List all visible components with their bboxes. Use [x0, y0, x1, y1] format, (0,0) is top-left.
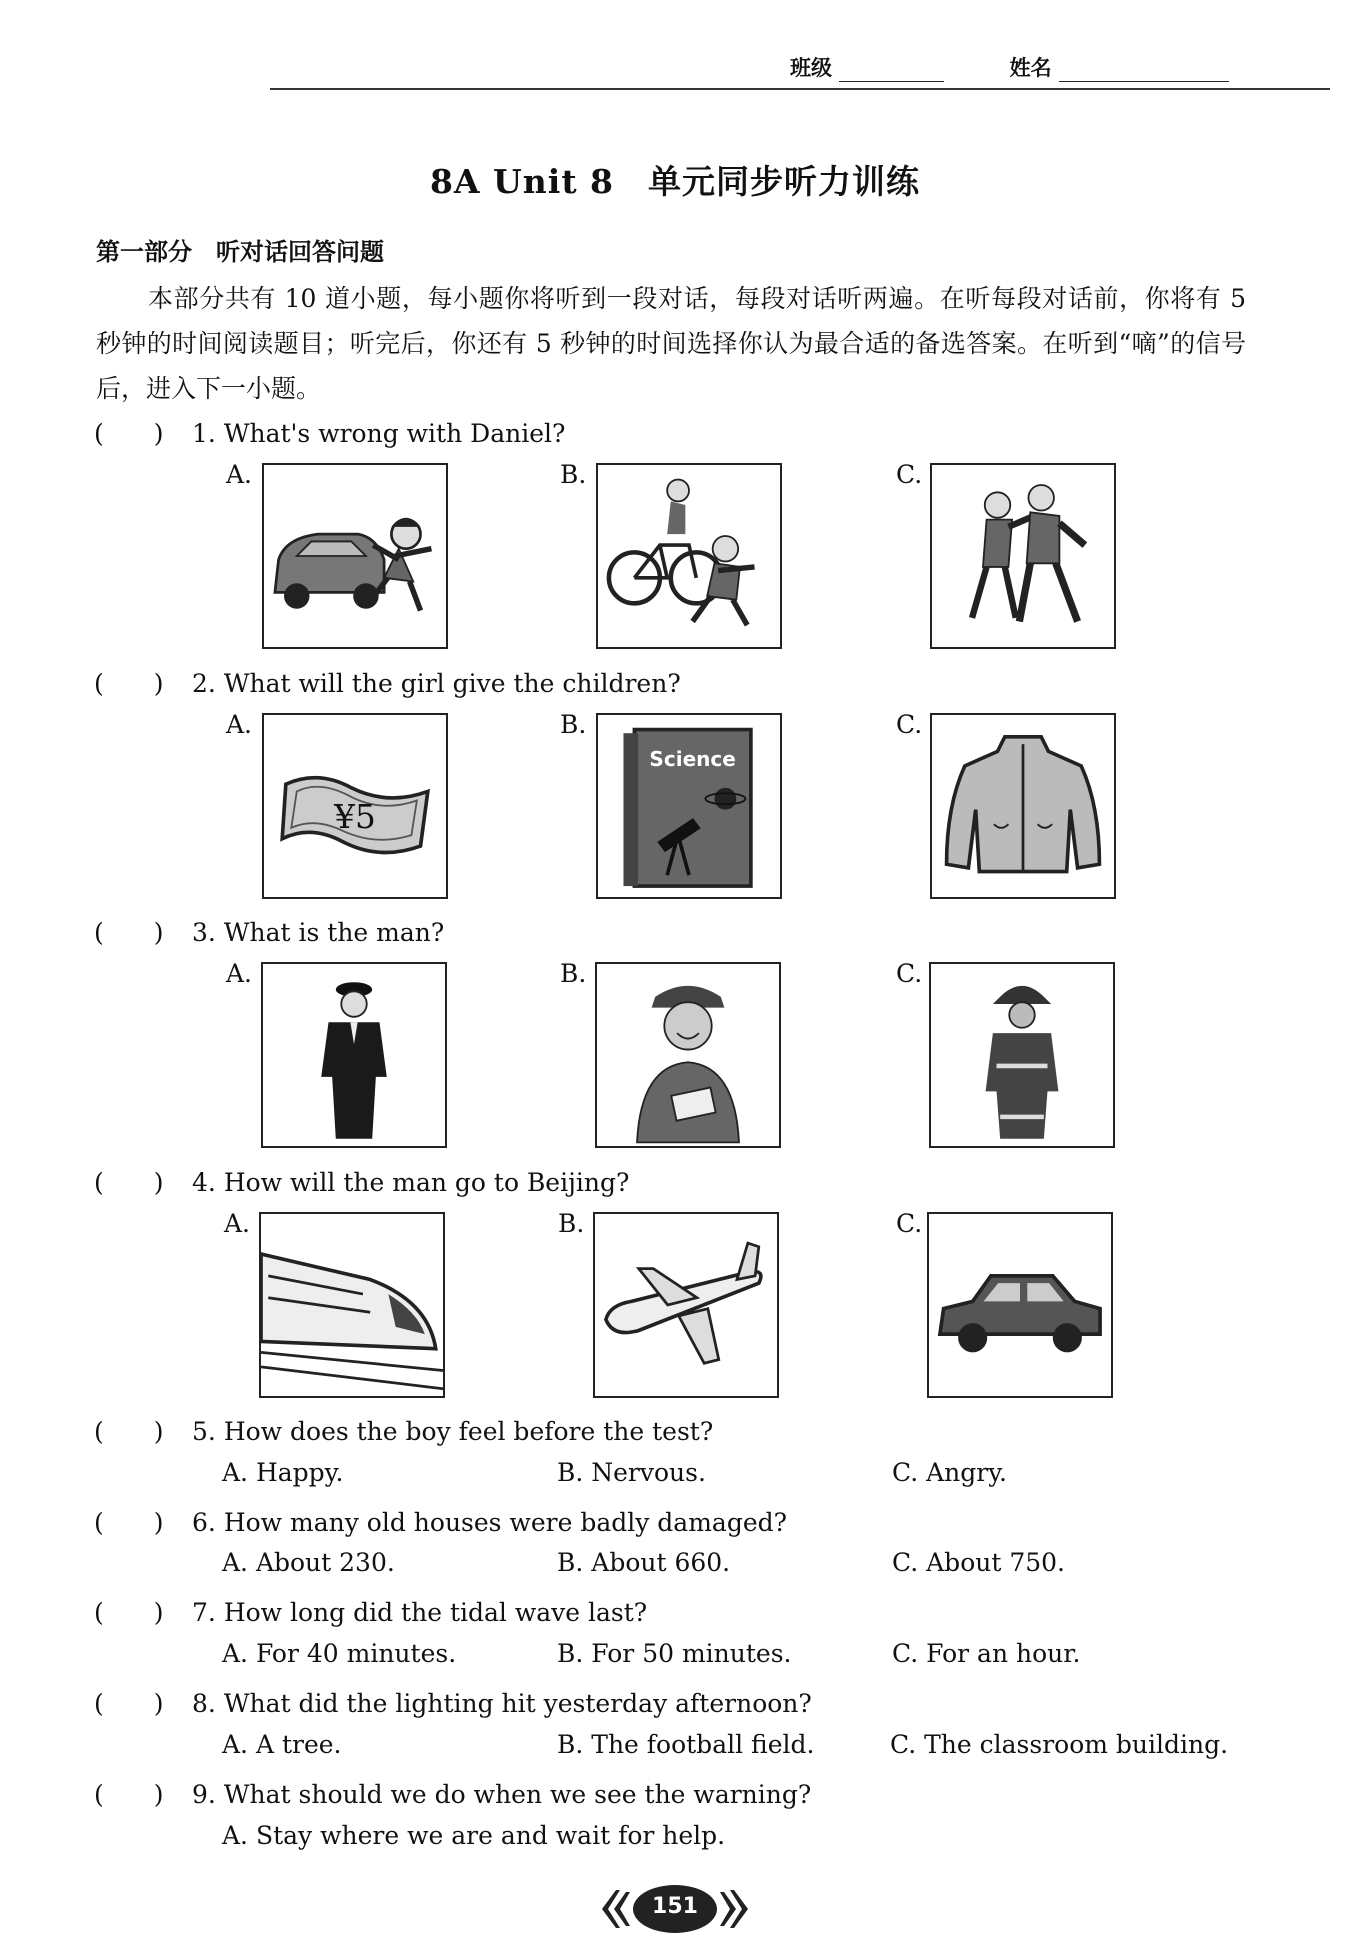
question-number: 2. [192, 669, 216, 698]
answer-paren[interactable]: ( ) [94, 1508, 164, 1537]
answer-paren[interactable]: ( ) [94, 419, 164, 448]
question-text: What's wrong with Daniel? [223, 419, 566, 448]
question-number: 4. [192, 1168, 216, 1197]
answer-paren[interactable]: ( ) [94, 1168, 164, 1197]
header-rule [270, 88, 1330, 90]
option-picture-a[interactable] [262, 463, 448, 649]
option-label-b: B. [560, 959, 587, 988]
banknote-value: ¥5 [334, 797, 376, 836]
class-blank[interactable] [839, 81, 944, 82]
option-b[interactable]: B. Nervous. [557, 1458, 706, 1487]
question-number: 9. [192, 1780, 216, 1809]
question-number: 6. [192, 1508, 216, 1537]
answer-paren[interactable]: ( ) [94, 1417, 164, 1446]
question-1 [94, 414, 565, 450]
jacket-icon [932, 715, 1114, 897]
option-a[interactable]: A. For 40 minutes. [222, 1639, 457, 1668]
option-picture-b[interactable] [596, 713, 782, 899]
question-text: What will the girl give the children? [223, 669, 681, 698]
postman-icon [597, 964, 779, 1146]
section-heading: 第一部分 听对话回答问题 [96, 238, 384, 266]
option-b[interactable]: B. The football field. [557, 1730, 815, 1759]
question-8 [94, 1684, 812, 1720]
option-picture-c[interactable] [927, 1212, 1113, 1398]
question-text: How will the man go to Beijing? [223, 1168, 630, 1197]
option-label-b: B. [560, 710, 587, 739]
option-label-b: B. [560, 460, 587, 489]
name-label: 姓名 [1009, 56, 1052, 80]
question-3 [94, 913, 444, 949]
question-text: How long did the tidal wave last? [223, 1598, 648, 1627]
option-picture-b[interactable] [595, 962, 781, 1148]
policeman-icon [263, 964, 445, 1146]
section-instructions: 本部分共有 10 道小题，每小题你将听到一段对话，每段对话听两遍。在听每段对话前，你将有 5 秒钟的时间阅读题目；听完后，你还有 5 秒钟的时间选择你认为最合适的备选答案。在听到“嘀”的信号后，进入下一小题。 [96, 284, 1246, 403]
question-number: 8. [192, 1689, 216, 1718]
question-number: 5. [192, 1417, 216, 1446]
option-a[interactable]: A. About 230. [222, 1548, 395, 1577]
option-c[interactable]: C. For an hour. [892, 1639, 1081, 1668]
option-a[interactable]: A. Happy. [222, 1458, 344, 1487]
name-blank[interactable] [1059, 81, 1229, 82]
option-picture-a[interactable] [259, 1212, 445, 1398]
option-label-c: C. [896, 1209, 923, 1238]
option-picture-c[interactable] [930, 713, 1116, 899]
option-picture-a[interactable] [261, 962, 447, 1148]
question-9 [94, 1775, 811, 1811]
science-book-icon [598, 715, 780, 897]
option-b[interactable]: B. For 50 minutes. [557, 1639, 792, 1668]
question-7 [94, 1593, 647, 1629]
option-label-c: C. [896, 710, 923, 739]
question-text: How does the boy feel before the test? [223, 1417, 714, 1446]
option-c[interactable]: C. About 750. [892, 1548, 1065, 1577]
class-label: 班级 [790, 56, 832, 80]
question-text: What did the lighting hit yesterday afternoon? [223, 1689, 812, 1718]
question-number: 3. [192, 918, 216, 947]
option-label-a: A. [226, 710, 253, 739]
option-c[interactable]: C. The classroom building. [890, 1730, 1229, 1759]
option-a[interactable]: A. Stay where we are and wait for help. [222, 1821, 726, 1850]
train-icon [261, 1214, 443, 1396]
question-4 [94, 1163, 629, 1199]
option-label-c: C. [896, 460, 923, 489]
question-2 [94, 664, 681, 700]
student-info-header [790, 52, 1229, 82]
banknote-icon [264, 715, 446, 897]
question-6 [94, 1503, 787, 1539]
option-a[interactable]: A. A tree. [222, 1730, 342, 1759]
question-number: 7. [192, 1598, 216, 1627]
firefighter-icon [931, 964, 1113, 1146]
option-label-a: A. [226, 460, 253, 489]
answer-paren[interactable]: ( ) [94, 669, 164, 698]
page-title: 8A Unit 8 单元同步听力训练 [429, 162, 921, 201]
question-text: How many old houses were badly damaged? [223, 1508, 788, 1537]
page-number: 151 [652, 1894, 698, 1919]
answer-paren[interactable]: ( ) [94, 1689, 164, 1718]
airplane-icon [595, 1214, 777, 1396]
option-label-a: A. [224, 1209, 251, 1238]
option-label-a: A. [226, 959, 253, 988]
option-label-b: B. [558, 1209, 585, 1238]
option-picture-a[interactable] [262, 713, 448, 899]
answer-paren[interactable]: ( ) [94, 918, 164, 947]
question-text: What is the man? [223, 918, 445, 947]
boy-hit-by-bike-icon [598, 465, 780, 647]
option-picture-c[interactable] [930, 463, 1116, 649]
boy-hit-by-car-icon [264, 465, 446, 647]
option-c[interactable]: C. Angry. [892, 1458, 1007, 1487]
question-text: What should we do when we see the warning? [223, 1780, 812, 1809]
option-picture-b[interactable] [596, 463, 782, 649]
boys-fighting-icon [932, 465, 1114, 647]
answer-paren[interactable]: ( ) [94, 1780, 164, 1809]
book-title: Science [649, 746, 736, 771]
option-label-c: C. [896, 959, 923, 988]
car-icon [929, 1214, 1111, 1396]
page-number-badge [598, 1880, 752, 1938]
question-number: 1. [192, 419, 216, 448]
question-5 [94, 1412, 713, 1448]
answer-paren[interactable]: ( ) [94, 1598, 164, 1627]
option-picture-b[interactable] [593, 1212, 779, 1398]
option-picture-c[interactable] [929, 962, 1115, 1148]
option-b[interactable]: B. About 660. [557, 1548, 731, 1577]
